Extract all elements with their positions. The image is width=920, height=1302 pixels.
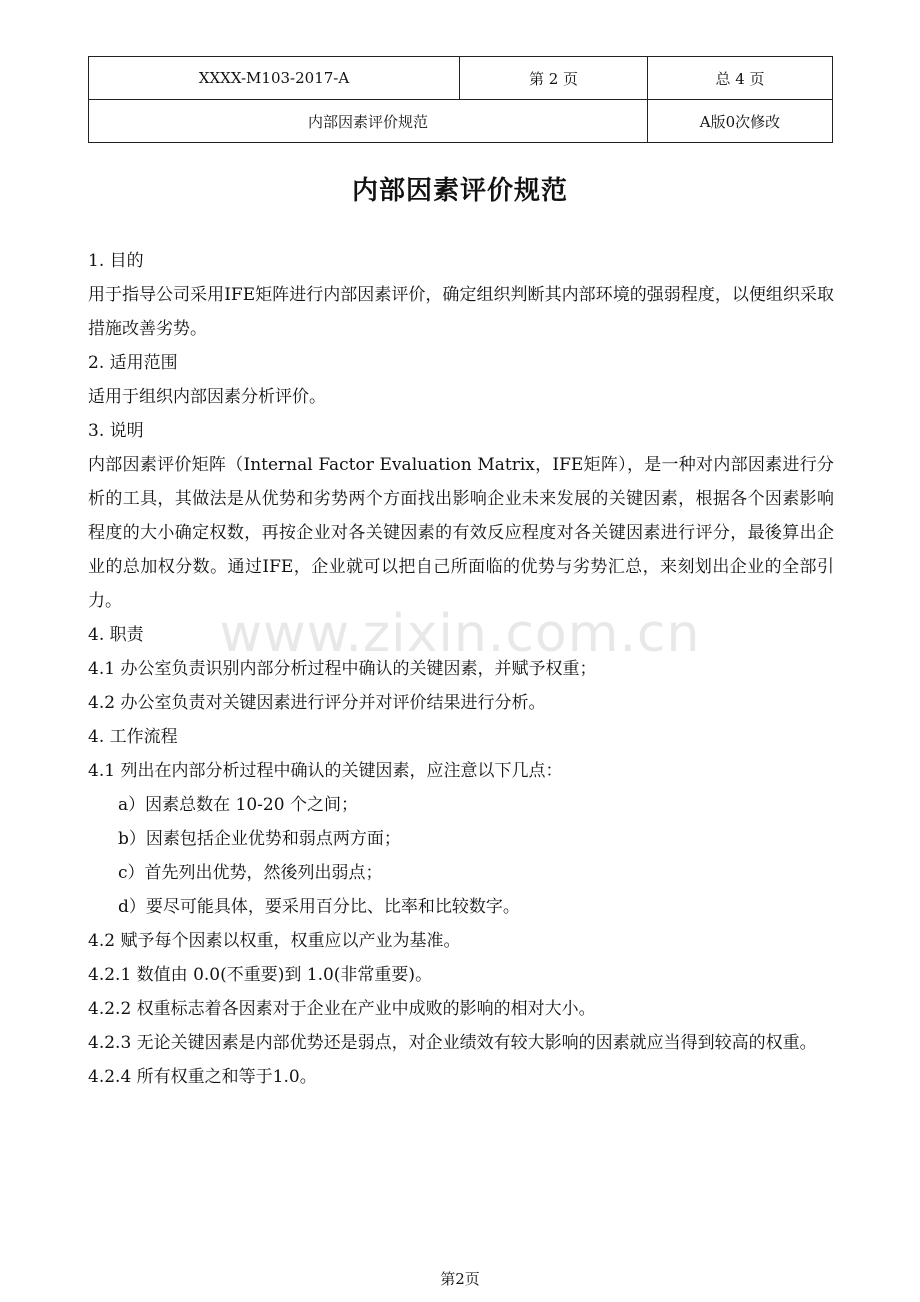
section-heading: 4. 职责 xyxy=(88,625,144,645)
section-heading: 2. 适用范围 xyxy=(88,353,178,373)
list-item: 4.2 办公室负责对关键因素进行评分并对评价结果进行分析。 xyxy=(88,693,546,713)
doc-code-cell: XXXX-M103-2017-A xyxy=(89,57,460,100)
doc-name-cell: 内部因素评价规范 xyxy=(89,100,648,143)
sub-list-item: a）因素总数在 10-20 个之间； xyxy=(118,795,358,815)
document-header-table xyxy=(88,56,833,143)
section-heading: 1. 目的 xyxy=(88,251,144,271)
paragraph: 适用于组织内部因素分析评价。 xyxy=(88,387,326,407)
list-item: 4.1 办公室负责识别内部分析过程中确认的关键因素，并赋予权重； xyxy=(88,659,597,679)
list-item: 4.2 赋予每个因素以权重，权重应以产业为基准。 xyxy=(88,931,461,951)
paragraph: 用于指导公司采用IFE矩阵进行内部因素评价，确定组织判断其内部环境的强弱程度，以便组织采取措施改善劣势。 xyxy=(88,285,834,339)
list-item: 4.2.3 无论关键因素是内部优势还是弱点，对企业绩效有较大影响的因素就应当得到较高的权重。 xyxy=(88,1033,817,1053)
list-item: 4.2.1 数值由 0.0(不重要)到 1.0(非常重要)。 xyxy=(88,965,433,985)
sub-list-item: c）首先列出优势，然後列出弱点； xyxy=(118,863,383,883)
version-cell: A版0次修改 xyxy=(648,100,833,143)
watermark: www.zixin.com.cn xyxy=(219,604,701,664)
section-heading: 4. 工作流程 xyxy=(88,727,178,747)
document-body xyxy=(88,244,834,1094)
list-item: 4.2.2 权重标志着各因素对于企业在产业中成败的影响的相对大小。 xyxy=(88,999,596,1019)
list-item: 4.1 列出在内部分析过程中确认的关键因素，应注意以下几点： xyxy=(88,761,563,781)
section-heading: 3. 说明 xyxy=(88,421,144,441)
list-item: 4.2.4 所有权重之和等于1.0。 xyxy=(88,1067,317,1087)
sub-list-item: b）因素包括企业优势和弱点两方面； xyxy=(118,829,401,849)
paragraph: 内部因素评价矩阵（Internal Factor Evaluation Matrix，IFE矩阵），是一种对内部因素进行分析的工具，其做法是从优势和劣势两个方面找出影响企业未来发展的关键因素，根据各个因素影响程度的大小确定权数，再按企业对各关键因素的有效反应程度对各关键因素进行评分，最後算出企业的总加权分数。通过IFE，企业就可以把自己所面临的优势与劣势汇总，来刻划出企业的全部引力。 xyxy=(88,455,834,611)
page-number-cell: 第 2 页 xyxy=(460,57,648,100)
sub-list-item: d）要尽可能具体，要采用百分比、比率和比较数字。 xyxy=(118,897,520,917)
total-pages-cell: 总 4 页 xyxy=(648,57,833,100)
page-footer: 第2页 xyxy=(440,1270,480,1288)
page-title: 内部因素评价规范 xyxy=(351,176,568,206)
